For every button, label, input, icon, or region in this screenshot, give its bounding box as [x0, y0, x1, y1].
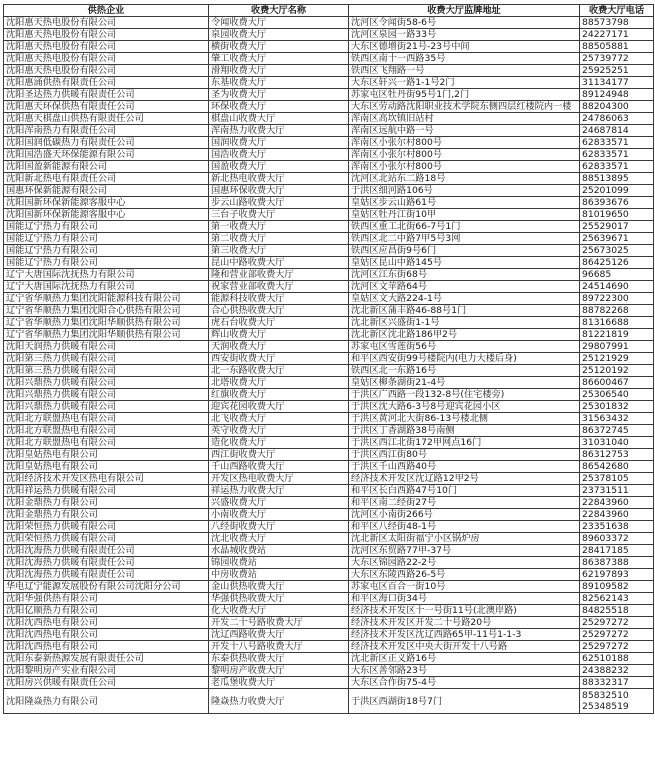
phone-cell: 96685: [580, 269, 654, 281]
address-cell: 苏家屯区牡丹街95号1门,2门: [349, 89, 580, 101]
table-row: [4, 197, 654, 209]
company-cell: 沈阳浑南热力有限责任公司: [4, 125, 209, 137]
address-cell: 铁西区飞翔路一号: [349, 65, 580, 77]
hall-name-cell: 令闻收费大厅: [209, 17, 349, 29]
address-cell: 皇姑区步云山路61号: [349, 197, 580, 209]
hall-name-cell: 滑翔收费大厅: [209, 65, 349, 77]
company-cell: 沈阳祥运热力供暖有限公司: [4, 485, 209, 497]
phone-cell: 25297272: [580, 617, 654, 629]
hall-name-cell: 西安街收费大厅: [209, 353, 349, 365]
address-cell: 和平区海口街34号: [349, 593, 580, 605]
address-cell: 大东区善邻路23号: [349, 665, 580, 677]
table-row: [4, 77, 654, 89]
phone-cell: 25673025: [580, 245, 654, 257]
table-row: [4, 605, 654, 617]
table-row: [4, 689, 654, 714]
hall-name-cell: 国惠环保收费大厅: [209, 185, 349, 197]
address-cell: 大东区德增街21号-23号中间: [349, 41, 580, 53]
table-row: [4, 221, 654, 233]
company-cell: 沈阳金鼎热力有限公司: [4, 497, 209, 509]
address-cell: 沈河区东贸路77甲-37号: [349, 545, 580, 557]
address-cell: 浑南区远航中路一号: [349, 125, 580, 137]
table-row: [4, 521, 654, 533]
address-cell: 于洪区丁香湖路38号南侧: [349, 425, 580, 437]
phone-cell: 24786063: [580, 113, 654, 125]
company-cell: 沈阳第三热力供暖有限公司: [4, 365, 209, 377]
hall-name-cell: 天润收费大厅: [209, 341, 349, 353]
company-cell: 沈阳黎明房产实业有限公司: [4, 665, 209, 677]
hall-name-cell: 八经街收费大厅: [209, 521, 349, 533]
address-cell: 沈北新区太阳街福宁小区锅炉房: [349, 533, 580, 545]
company-cell: 沈阳沈海热力供暖有限责任公司: [4, 545, 209, 557]
company-cell: 沈阳沈海热力供暖有限责任公司: [4, 569, 209, 581]
hall-name-cell: 千山西路收费大厅: [209, 461, 349, 473]
address-cell: 于洪区黄河北大街86-13号楼北侧: [349, 413, 580, 425]
phone-cell: 62510188: [580, 653, 654, 665]
hall-name-cell: 隆焱热力收费大厅: [209, 689, 349, 714]
address-cell: 大东区合作街75-4号: [349, 677, 580, 689]
hall-name-cell: 泉园收费大厅: [209, 29, 349, 41]
table-row: [4, 437, 654, 449]
address-cell: 沈北新区兴盛街1-1号: [349, 317, 580, 329]
phone-cell: 86312753: [580, 449, 654, 461]
company-cell: 辽宁省华顺热力集团沈阳华顺供热有限公司: [4, 329, 209, 341]
address-cell: 经济技术开发区沈辽西路65甲-11号1-1-3: [349, 629, 580, 641]
table-row: [4, 365, 654, 377]
table-row: [4, 677, 654, 689]
table-row: [4, 581, 654, 593]
company-cell: 沈阳沈西热电有限公司: [4, 641, 209, 653]
hall-name-cell: 西江街收费大厅: [209, 449, 349, 461]
company-cell: 沈阳东泰新热源发展有限责任公司: [4, 653, 209, 665]
address-cell: 铁西区重工北街66-7号1门: [349, 221, 580, 233]
address-cell: 经济技术开发区中央大街开发十八号路: [349, 641, 580, 653]
table-row: [4, 629, 654, 641]
hall-name-cell: 能源科技收费大厅: [209, 293, 349, 305]
table-row: [4, 149, 654, 161]
company-cell: 辽宁大唐国际沈抚热力有限公司: [4, 281, 209, 293]
table-row: [4, 329, 654, 341]
company-cell: 国能辽宁热力有限公司: [4, 233, 209, 245]
phone-cell: 25120192: [580, 365, 654, 377]
phone-cell: 24687814: [580, 125, 654, 137]
table-row: [4, 449, 654, 461]
phone-cell: 24227171: [580, 29, 654, 41]
phone-cell: 89109582: [580, 581, 654, 593]
company-cell: 沈阳惠天热电股份有限公司: [4, 65, 209, 77]
hall-name-cell: 隆和营业部收费大厅: [209, 269, 349, 281]
hall-name-cell: 第三收费大厅: [209, 245, 349, 257]
phone-cell: 31031040: [580, 437, 654, 449]
phone-cell: 25297272: [580, 629, 654, 641]
phone-cell: 86600467: [580, 377, 654, 389]
company-cell: 辽宁大唐国际沈抚热力有限公司: [4, 269, 209, 281]
table-header-row: [4, 5, 654, 17]
phone-cell: 25378105: [580, 473, 654, 485]
phone-cell: 88573798: [580, 17, 654, 29]
hall-name-cell: 合心供热收费大厅: [209, 305, 349, 317]
phone-cell: 85832510 25348519: [580, 689, 654, 714]
address-cell: 大东区劳动路沈阳职业技术学院东侧四层红楼院内一楼: [349, 101, 580, 113]
phone-cell: 81316688: [580, 317, 654, 329]
company-cell: 沈阳经济技术开发区热电有限公司: [4, 473, 209, 485]
phone-cell: 88782268: [580, 305, 654, 317]
address-cell: 浑南区小张尔村800号: [349, 161, 580, 173]
phone-cell: 31563432: [580, 413, 654, 425]
company-cell: 沈阳国新环保新能源客服中心: [4, 197, 209, 209]
table-row: [4, 509, 654, 521]
table-row: [4, 137, 654, 149]
header-hall-address: 收费大厅监牌地址: [349, 5, 580, 17]
table-row: [4, 485, 654, 497]
phone-cell: 88204300: [580, 101, 654, 113]
company-cell: 沈阳惠天热电股份有限公司: [4, 29, 209, 41]
hall-name-cell: 虎石台收费大厅: [209, 317, 349, 329]
hall-name-cell: 金山供热收费大厅: [209, 581, 349, 593]
address-cell: 经济技术开发区十一号街11号(北澳岸路): [349, 605, 580, 617]
address-cell: 皇姑区牡丹江街10甲: [349, 209, 580, 221]
phone-cell: 23351638: [580, 521, 654, 533]
company-cell: 沈阳北方联盟热电有限公司: [4, 413, 209, 425]
company-cell: 辽宁省华顺热力集团沈阳合心供热有限公司: [4, 305, 209, 317]
address-cell: 大东区东陵西路26-5号: [349, 569, 580, 581]
company-cell: 沈阳兴鼎热力供暖有限公司: [4, 377, 209, 389]
hall-name-cell: 沈辽西路收费大厅: [209, 629, 349, 641]
hall-name-cell: 东基收费大厅: [209, 77, 349, 89]
phone-cell: 24514690: [580, 281, 654, 293]
phone-cell: 89722300: [580, 293, 654, 305]
table-row: [4, 113, 654, 125]
hall-name-cell: 华强供热收费大厅: [209, 593, 349, 605]
company-cell: 沈阳华强供热有限公司: [4, 593, 209, 605]
company-cell: 沈阳兴鼎热力供暖有限公司: [4, 389, 209, 401]
phone-cell: 25306540: [580, 389, 654, 401]
hall-name-cell: 新北热电收费大厅: [209, 173, 349, 185]
table-row: [4, 533, 654, 545]
address-cell: 经济技术开发区沈辽路12甲2号: [349, 473, 580, 485]
address-cell: 沈北新区正义路16号: [349, 653, 580, 665]
hall-name-cell: 北一东路收费大厅: [209, 365, 349, 377]
table-row: [4, 461, 654, 473]
table-row: [4, 425, 654, 437]
table-row: [4, 101, 654, 113]
company-cell: 沈阳圣达热力供暖有限责任公司: [4, 89, 209, 101]
hall-name-cell: 国浩收费大厅: [209, 149, 349, 161]
address-cell: 沈河区江东街68号: [349, 269, 580, 281]
company-cell: 沈阳第三热力供暖有限公司: [4, 353, 209, 365]
hall-name-cell: 第一收费大厅: [209, 221, 349, 233]
address-cell: 苏家屯区雪莲街56号: [349, 341, 580, 353]
address-cell: 于洪区西湖街18号7门: [349, 689, 580, 714]
hall-name-cell: 祥运热力收费大厅: [209, 485, 349, 497]
company-cell: 沈阳惠天热电股份有限公司: [4, 17, 209, 29]
address-cell: 和平区长白西路47号10门: [349, 485, 580, 497]
company-cell: 沈阳荣恒热力供暖有限公司: [4, 521, 209, 533]
phone-cell: 86387388: [580, 557, 654, 569]
hall-name-cell: 昆山中路收费大厅: [209, 257, 349, 269]
table-row: [4, 557, 654, 569]
hall-name-cell: 迎宾花园收费大厅: [209, 401, 349, 413]
phone-cell: 81221819: [580, 329, 654, 341]
phone-cell: 22843960: [580, 497, 654, 509]
table-row: [4, 125, 654, 137]
phone-cell: 25529017: [580, 221, 654, 233]
table-row: [4, 497, 654, 509]
table-row: [4, 269, 654, 281]
table-row: [4, 413, 654, 425]
hall-name-cell: 国盈收费大厅: [209, 161, 349, 173]
company-cell: 沈阳北方联盟热电有限公司: [4, 437, 209, 449]
hall-name-cell: 祝家营业部收费大厅: [209, 281, 349, 293]
company-cell: 沈阳国润低碳热力有限责任公司: [4, 137, 209, 149]
address-cell: 和平区西安街99号楼院内(电力大楼后身): [349, 353, 580, 365]
hall-name-cell: 开发区热电收费大厅: [209, 473, 349, 485]
company-cell: 沈阳惠天环保供热有限责任公司: [4, 101, 209, 113]
company-cell: 沈阳惠涌供热有限责任公司: [4, 77, 209, 89]
phone-cell: 62833571: [580, 161, 654, 173]
table-row: [4, 545, 654, 557]
hall-name-cell: 兴盛收费大厅: [209, 497, 349, 509]
phone-cell: 84825518: [580, 605, 654, 617]
address-cell: 于洪区广西路一段132-8号(住宅楼旁): [349, 389, 580, 401]
heating-fee-halls-table: [3, 4, 654, 714]
phone-cell: 88505881: [580, 41, 654, 53]
address-cell: 沈北新区沈北路186甲2号: [349, 329, 580, 341]
company-cell: 辽宁省华顺热力集团沈阳能源科技有限公司: [4, 293, 209, 305]
table-row: [4, 185, 654, 197]
table-row: [4, 257, 654, 269]
header-hall-phone: 收费大厅电话: [580, 5, 654, 17]
hall-name-cell: 环保收费大厅: [209, 101, 349, 113]
table-row: [4, 53, 654, 65]
phone-cell: 25739772: [580, 53, 654, 65]
address-cell: 于洪区千山西路40号: [349, 461, 580, 473]
hall-name-cell: 开发二十号路收费大厅: [209, 617, 349, 629]
table-row: [4, 617, 654, 629]
company-cell: 沈阳惠天热电股份有限公司: [4, 53, 209, 65]
phone-cell: 25639671: [580, 233, 654, 245]
address-cell: 沈北新区蒲丰路46-88号1门: [349, 305, 580, 317]
table-row: [4, 173, 654, 185]
table-row: [4, 17, 654, 29]
phone-cell: 88513895: [580, 173, 654, 185]
phone-cell: 62197893: [580, 569, 654, 581]
phone-cell: 81019650: [580, 209, 654, 221]
table-row: [4, 41, 654, 53]
table-row: [4, 665, 654, 677]
company-cell: 国能辽宁热力有限公司: [4, 245, 209, 257]
hall-name-cell: 化大收费大厅: [209, 605, 349, 617]
table-row: [4, 401, 654, 413]
hall-name-cell: 棋盘山收费大厅: [209, 113, 349, 125]
hall-name-cell: 三台子收费大厅: [209, 209, 349, 221]
hall-name-cell: 老瓜堡收费大厅: [209, 677, 349, 689]
hall-name-cell: 东泰供热收费大厅: [209, 653, 349, 665]
hall-name-cell: 横街收费大厅: [209, 41, 349, 53]
address-cell: 浑南区高坎镇旧站村: [349, 113, 580, 125]
company-cell: 国能辽宁热力有限公司: [4, 257, 209, 269]
company-cell: 华电辽宁能源发展股份有限公司沈阳分公司: [4, 581, 209, 593]
table-row: [4, 209, 654, 221]
hall-name-cell: 中房收费站: [209, 569, 349, 581]
hall-name-cell: 红旗收费大厅: [209, 389, 349, 401]
hall-name-cell: 国润收费大厅: [209, 137, 349, 149]
hall-name-cell: 北塔收费大厅: [209, 377, 349, 389]
phone-cell: 25201099: [580, 185, 654, 197]
phone-cell: 24388232: [580, 665, 654, 677]
company-cell: 沈阳皇姑热电有限公司: [4, 461, 209, 473]
address-cell: 于洪区细河路106号: [349, 185, 580, 197]
address-cell: 铁西区北一东路16号: [349, 365, 580, 377]
address-cell: 苏家屯区百合一街10号: [349, 581, 580, 593]
table-row: [4, 641, 654, 653]
phone-cell: 62833571: [580, 149, 654, 161]
company-cell: 沈阳新北热电有限责任公司: [4, 173, 209, 185]
phone-cell: 22843960: [580, 509, 654, 521]
phone-cell: 62833571: [580, 137, 654, 149]
hall-name-cell: 造化收费大厅: [209, 437, 349, 449]
table-row: [4, 341, 654, 353]
hall-name-cell: 辉山收费大厅: [209, 329, 349, 341]
header-heating-company: 供热企业: [4, 5, 209, 17]
address-cell: 大东区锦园路22-2号: [349, 557, 580, 569]
hall-name-cell: 锦园收费站: [209, 557, 349, 569]
table-row: [4, 653, 654, 665]
address-cell: 皇姑区文大路224-1号: [349, 293, 580, 305]
hall-name-cell: 圣为收费大厅: [209, 89, 349, 101]
phone-cell: 82562143: [580, 593, 654, 605]
company-cell: 沈阳隆焱热力有限公司: [4, 689, 209, 714]
company-cell: 沈阳亿顺热力有限公司: [4, 605, 209, 617]
address-cell: 和平区南二经街27号: [349, 497, 580, 509]
phone-cell: 86393676: [580, 197, 654, 209]
company-cell: 沈阳沈海热力供暖有限责任公司: [4, 557, 209, 569]
phone-cell: 89124948: [580, 89, 654, 101]
phone-cell: 86542680: [580, 461, 654, 473]
company-cell: 沈阳金鼎热力有限公司: [4, 509, 209, 521]
phone-cell: 25925251: [580, 65, 654, 77]
hall-name-cell: 沈北收费大厅: [209, 533, 349, 545]
table-row: [4, 389, 654, 401]
company-cell: 沈阳房兴供暖有限责任公司: [4, 677, 209, 689]
company-cell: 沈阳荣恒热力供暖有限公司: [4, 533, 209, 545]
table-row: [4, 245, 654, 257]
phone-cell: 25121929: [580, 353, 654, 365]
company-cell: 沈阳国浩盛天环保能源有限公司: [4, 149, 209, 161]
table-row: [4, 353, 654, 365]
table-row: [4, 233, 654, 245]
address-cell: 沈河区文苹路64号: [349, 281, 580, 293]
header-hall-name: 收费大厅名称: [209, 5, 349, 17]
phone-cell: 29807991: [580, 341, 654, 353]
company-cell: 沈阳沈西热电有限公司: [4, 617, 209, 629]
hall-name-cell: 黎明房产收费大厅: [209, 665, 349, 677]
table-row: [4, 593, 654, 605]
address-cell: 于洪区西江街80号: [349, 449, 580, 461]
address-cell: 铁西区北二中路7甲5号3网: [349, 233, 580, 245]
phone-cell: 88332317: [580, 677, 654, 689]
phone-cell: 86425126: [580, 257, 654, 269]
address-cell: 沈河区泉园一路33号: [349, 29, 580, 41]
hall-name-cell: 水晶城收费站: [209, 545, 349, 557]
address-cell: 浑南区小张尔村800号: [349, 149, 580, 161]
table-row: [4, 317, 654, 329]
company-cell: 沈阳沈西热电有限公司: [4, 629, 209, 641]
address-cell: 于洪区沈大路6-3号8号迎宾花园小区: [349, 401, 580, 413]
address-cell: 于洪区西江北街172甲网点16门: [349, 437, 580, 449]
hall-name-cell: 开发十八号路收费大厅: [209, 641, 349, 653]
address-cell: 皇姑区柳条湖街21-4号: [349, 377, 580, 389]
table-body: [4, 17, 654, 714]
company-cell: 沈阳惠天热电股份有限公司: [4, 41, 209, 53]
address-cell: 大东区轩兴一路1-1号2门: [349, 77, 580, 89]
phone-cell: 23731511: [580, 485, 654, 497]
table-row: [4, 29, 654, 41]
address-cell: 铁西区南十一西路35号: [349, 53, 580, 65]
hall-name-cell: 肇工收费大厅: [209, 53, 349, 65]
company-cell: 沈阳惠天棋盘山供热有限责任公司: [4, 113, 209, 125]
company-cell: 国能辽宁热力有限公司: [4, 221, 209, 233]
table-row: [4, 293, 654, 305]
address-cell: 浑南区小张尔村800号: [349, 137, 580, 149]
hall-name-cell: 英守收费大厅: [209, 425, 349, 437]
table-row: [4, 65, 654, 77]
company-cell: 国惠环保新能源有限公司: [4, 185, 209, 197]
table-row: [4, 305, 654, 317]
phone-cell: 86372745: [580, 425, 654, 437]
table-row: [4, 377, 654, 389]
address-cell: 沈河区小南街266号: [349, 509, 580, 521]
address-cell: 沈河区令闻街58-6号: [349, 17, 580, 29]
address-cell: 沈河区北站东二路18号: [349, 173, 580, 185]
company-cell: 沈阳皇姑热电有限公司: [4, 449, 209, 461]
address-cell: 和平区八经街48-1号: [349, 521, 580, 533]
company-cell: 沈阳国新环保新能源客服中心: [4, 209, 209, 221]
company-cell: 沈阳天润热力供暖有限公司: [4, 341, 209, 353]
phone-cell: 31134177: [580, 77, 654, 89]
phone-cell: 28417185: [580, 545, 654, 557]
hall-name-cell: 浑南热力收费大厅: [209, 125, 349, 137]
phone-cell: 25297272: [580, 641, 654, 653]
address-cell: 经济技术开发区开发二十号路20号: [349, 617, 580, 629]
address-cell: 皇姑区昆山中路145号: [349, 257, 580, 269]
table-row: [4, 161, 654, 173]
address-cell: 铁西区应昌街9号6门: [349, 245, 580, 257]
company-cell: 沈阳国盈新能源有限公司: [4, 161, 209, 173]
phone-cell: 25301832: [580, 401, 654, 413]
company-cell: 沈阳北方联盟热电有限公司: [4, 425, 209, 437]
table-row: [4, 281, 654, 293]
table-row: [4, 569, 654, 581]
hall-name-cell: 北飞收费大厅: [209, 413, 349, 425]
hall-name-cell: 小南收费大厅: [209, 509, 349, 521]
table-row: [4, 473, 654, 485]
phone-cell: 89603372: [580, 533, 654, 545]
table-row: [4, 89, 654, 101]
hall-name-cell: 第二收费大厅: [209, 233, 349, 245]
heating-fee-table-container: [3, 4, 653, 714]
hall-name-cell: 步云山路收费大厅: [209, 197, 349, 209]
company-cell: 沈阳兴鼎热力供暖有限公司: [4, 401, 209, 413]
company-cell: 辽宁省华顺热力集团沈阳华顺供热有限公司: [4, 317, 209, 329]
